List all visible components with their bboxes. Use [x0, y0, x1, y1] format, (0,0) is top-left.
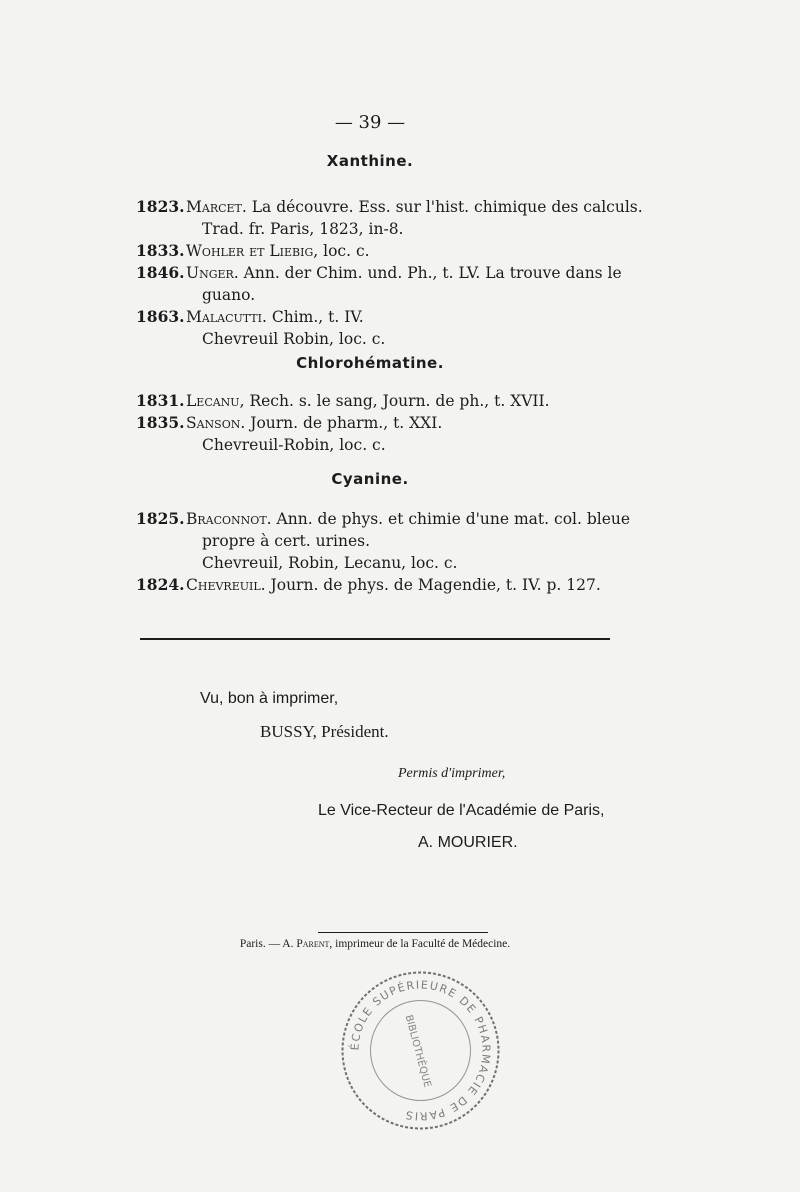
entry-year: 1831. [136, 391, 185, 410]
page-number: — 39 — [334, 112, 406, 133]
entry-author: Chevreuil Robin, [202, 330, 334, 348]
entry-text: loc. c. [339, 436, 386, 454]
library-stamp [338, 968, 503, 1133]
entry-author: Sanson. [186, 414, 246, 432]
entry-continuation: propre à cert. urines. [202, 532, 370, 550]
entry-author: Chevreuil. [186, 576, 266, 594]
entry-year: 1823. [136, 197, 185, 216]
entry-text: Journ. de pharm., t. XXI. [250, 414, 443, 432]
entry-extra-chevreuil-robin-lecanu [202, 552, 457, 574]
approval-permis: Permis d'imprimer, [398, 766, 506, 781]
entry-text: Journ. de phys. de Magendie, t. IV. p. 127. [270, 576, 601, 594]
section-title-cyanine: Cyanine. [331, 470, 409, 488]
printer-footer [0, 938, 750, 950]
entry-text: loc. c. [338, 330, 386, 348]
stamp-outer-text: ÉCOLE SUPÉRIEURE DE PHARMACIE DE PARIS [348, 978, 493, 1123]
entry-year: 1846. [136, 263, 185, 282]
footer-suffix: imprimeur de la Faculté de Médecine. [335, 938, 511, 950]
entry-1833-wohler [136, 240, 370, 262]
entry-year: 1833. [136, 241, 185, 260]
entry-text: Ann. de phys. et chimie d'une mat. col. bleue [276, 510, 631, 528]
entry-author: Marcet. [186, 198, 247, 216]
entry-author: Braconnot. [186, 510, 272, 528]
entry-year: 1825. [136, 509, 185, 528]
entry-text: La découvre. Ess. sur l'hist. chimique des calculs. [251, 198, 643, 216]
entry-author: Unger. [186, 264, 239, 282]
entry-author: Lecanu, [186, 392, 245, 410]
approval-vu: Vu, bon à imprimer, [200, 690, 339, 707]
separator-rule [140, 638, 610, 640]
entry-1846-unger [136, 262, 622, 284]
footer-prefix: Paris. — A. [239, 938, 294, 950]
entry-1824-chevreuil [136, 574, 601, 596]
footer-printer: Parent, [296, 938, 333, 950]
entry-text: loc. c. [323, 242, 370, 260]
entry-author: Chevreuil-Robin, [202, 436, 335, 454]
approval-president: BUSSY, Président. [260, 722, 389, 741]
entry-text: loc. c. [411, 554, 458, 572]
approval-signatory: A. MOURIER. [418, 834, 518, 851]
section-title-xanthine: Xanthine. [326, 152, 414, 170]
entry-author: Malacutti. [186, 308, 267, 326]
entry-text: Chim., t. IV. [271, 308, 364, 326]
entry-author: Chevreuil, Robin, Lecanu, [202, 554, 407, 572]
entry-text: Rech. s. le sang, Journ. de ph., t. XVII. [249, 392, 550, 410]
entry-1835-sanson [136, 412, 442, 434]
entry-1823-marcet [136, 196, 643, 218]
entry-1825-braconnot [136, 508, 630, 530]
entry-extra-chevreuil-robin [202, 434, 386, 456]
footer-rule [318, 932, 488, 933]
entry-year: 1863. [136, 307, 185, 326]
approval-vice-recteur: Le Vice-Recteur de l'Académie de Paris, [318, 802, 605, 819]
entry-text: Ann. der Chim. und. Ph., t. LV. La trouve dans le [243, 264, 622, 282]
entry-1863-malacutti [136, 306, 364, 328]
entry-author: Wohler et Liebig, [186, 242, 319, 260]
entry-continuation: Trad. fr. Paris, 1823, in-8. [202, 220, 404, 238]
section-title-chlorohematine: Chlorohématine. [296, 354, 444, 372]
entry-year: 1835. [136, 413, 185, 432]
entry-1831-lecanu [136, 390, 550, 412]
entry-year: 1824. [136, 575, 185, 594]
entry-continuation: guano. [202, 286, 256, 304]
stamp-inner-text: BIBLIOTHÈQUE [402, 1013, 433, 1089]
entry-extra-chevreuil-robin [202, 328, 385, 350]
